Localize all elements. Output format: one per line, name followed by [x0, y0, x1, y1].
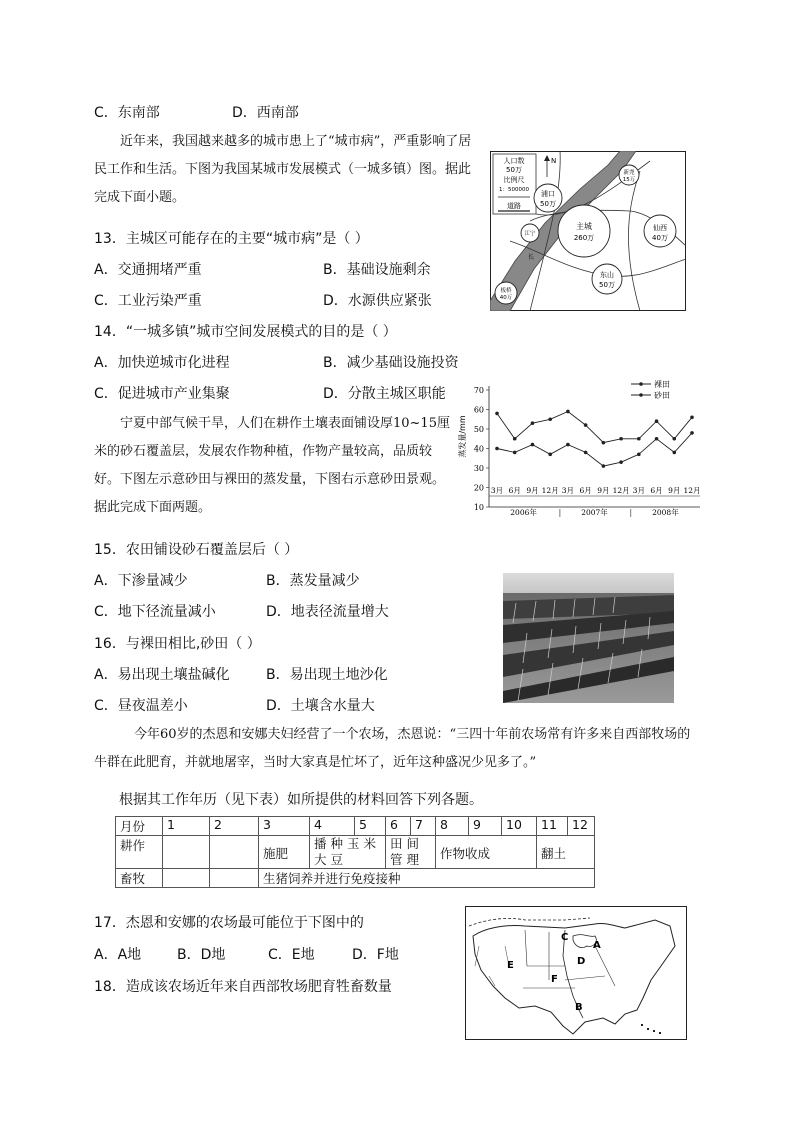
- q16-option-c: C．昼夜温差小: [94, 698, 188, 714]
- q13-option-c: C．工业污染严重: [94, 293, 202, 309]
- series-line-2: [497, 433, 692, 466]
- svg-text:浦口: 浦口: [541, 190, 555, 198]
- y-tick-label: 10: [473, 503, 484, 512]
- year-label: 2008年: [652, 508, 679, 517]
- table-row: 畜牧 生猪饲养并进行免疫接种: [116, 869, 595, 888]
- q17-option-b: B．D地: [177, 947, 226, 963]
- y-axis-label: 蒸发量/mm: [458, 415, 467, 458]
- data-point: [566, 410, 570, 414]
- map-label-d: D: [577, 956, 586, 967]
- map-label-b: B: [575, 1002, 583, 1013]
- q18-stem: 18．造成该农场近年来自西部牧场肥育牲畜数量: [94, 979, 392, 995]
- y-tick-label: 50: [473, 425, 484, 434]
- data-point: [584, 423, 588, 427]
- q13-option-a: A．交通拥堵严重: [94, 262, 202, 278]
- q15-option-a: A．下渗量减少: [94, 573, 188, 589]
- work-calendar-table: [115, 816, 595, 888]
- x-tick-label: 9月: [597, 486, 610, 495]
- data-point: [602, 441, 606, 445]
- q14-option-a: A．加快逆城市化进程: [94, 355, 230, 371]
- legend-road-label: 道路: [507, 202, 521, 210]
- legend-scale-label: 比例尺: [503, 176, 525, 184]
- x-tick-label: 9月: [668, 486, 681, 495]
- data-point: [513, 437, 517, 441]
- series-line-1: [497, 412, 692, 443]
- q14-option-c: C．促进城市产业集聚: [94, 386, 230, 402]
- q14-stem: 14．“一城多镇”城市空间发展模式的目的是（ ）: [94, 324, 397, 340]
- svg-text:江宁: 江宁: [524, 231, 536, 237]
- map-label-e: E: [507, 960, 514, 971]
- x-tick-label: 12月: [683, 486, 701, 495]
- svg-text:260万: 260万: [573, 234, 595, 242]
- svg-text:50万: 50万: [540, 200, 556, 208]
- q16-option-b: B．易出现土地沙化: [266, 667, 388, 683]
- map-label-a: A: [593, 940, 601, 951]
- y-tick-label: 70: [473, 386, 484, 395]
- y-tick-label: 20: [473, 483, 484, 493]
- svg-text:新尧: 新尧: [623, 170, 635, 176]
- x-tick-label: 12月: [612, 486, 630, 495]
- q17-option-c: C．E地: [268, 947, 315, 963]
- intro-farm: 今年60岁的杰恩和安娜夫妇经营了一个农场，杰恩说：“三四十年前农场常有许多来自西部牧场的牛群在此肥育，并就地屠宰，当时大家真是忙坏了，近年这种盛况少见多了。”: [94, 727, 691, 770]
- svg-text:东山: 东山: [600, 271, 614, 279]
- x-tick-label: 3月: [561, 486, 575, 495]
- svg-text:50万: 50万: [599, 281, 615, 289]
- data-point: [637, 453, 641, 457]
- x-tick-label: 3月: [490, 486, 504, 495]
- table-row: 耕作 施肥 播种玉米大豆 田间管理 作物收成 翻土: [116, 836, 595, 869]
- q16-option-d: D．土壤含水量大: [266, 698, 375, 714]
- data-point: [495, 412, 499, 416]
- x-tick-label: 6月: [579, 486, 592, 495]
- data-point: [655, 437, 659, 441]
- prev-option-d: D．西南部: [232, 105, 299, 121]
- city-development-map: [490, 151, 686, 311]
- q13-option-b: B．基础设施剩余: [323, 262, 431, 278]
- q15-option-c: C．地下径流量减小: [94, 604, 216, 620]
- q15-option-d: D．地表径流量增大: [266, 604, 389, 620]
- data-point: [637, 437, 641, 441]
- q17-stem: 17．杰恩和安娜的农场最可能位于下图中的: [94, 915, 364, 931]
- q17-option-a: A．A地: [94, 947, 142, 963]
- sand-field-photo: [503, 573, 674, 703]
- legend-label: 砂田: [654, 391, 670, 400]
- intro-ningxia: 宁夏中部气候干旱，人们在耕作土壤表面铺设厚10~15厘米的砂石覆盖层，发展农作物种植，作物产量较高，品质较好。下图左示意砂田与裸田的蒸发量，下图右示意砂田景观。据此完成下面两题。: [94, 416, 450, 515]
- x-tick-label: 12月: [541, 486, 559, 495]
- legend-pop-value: 50万: [506, 166, 522, 174]
- town-main-city: [558, 205, 610, 257]
- y-tick-label: 40: [473, 444, 484, 454]
- y-tick-label: 60: [473, 405, 484, 415]
- data-point: [531, 443, 535, 447]
- q14-option-d: D．分散主城区职能: [323, 386, 446, 402]
- x-tick-label: 6月: [508, 486, 521, 495]
- calendar-intro: 根据其工作年历（见下表）如所提供的材料回答下列各题。: [119, 792, 483, 808]
- data-point: [495, 447, 499, 451]
- data-point: [672, 437, 676, 441]
- legend-scale-value: 1：500000: [499, 187, 529, 193]
- data-point: [548, 453, 552, 457]
- us-map: [465, 906, 687, 1040]
- evaporation-chart: [455, 376, 705, 526]
- data-point: [513, 451, 517, 455]
- data-point: [690, 431, 694, 435]
- q14-option-b: B．减少基础设施投资: [323, 355, 459, 371]
- map-label-f: F: [551, 974, 558, 985]
- intro-city: 近年来，我国越来越多的城市患上了“城市病”，严重影响了居民工作和生活。下图为我国某城市发展模式（一城多镇）图。据此完成下面小题。: [94, 134, 472, 205]
- x-tick-label: 3月: [632, 486, 645, 495]
- x-tick-label: 9月: [526, 486, 539, 495]
- data-point: [672, 451, 676, 455]
- map-label-c: C: [561, 932, 569, 943]
- data-point: [655, 419, 659, 423]
- table-row: 月份 1 2 3 4 5 6 7 8 9 10 11 12: [116, 817, 595, 836]
- data-point: [619, 437, 623, 441]
- data-point: [566, 443, 570, 447]
- svg-text:40万: 40万: [499, 295, 513, 301]
- svg-text:板桥: 板桥: [500, 288, 512, 294]
- q15-stem: 15．农田铺设砂石覆盖层后（ ）: [94, 542, 299, 558]
- data-point: [548, 417, 552, 421]
- north-label: N: [551, 157, 557, 165]
- q13-stem: 13．主城区可能存在的主要“城市病”是（ ）: [94, 231, 369, 247]
- prev-option-c: C．东南部: [94, 105, 160, 121]
- data-point: [690, 416, 694, 420]
- legend-label: 裸田: [654, 380, 670, 389]
- svg-text:40万: 40万: [652, 234, 668, 242]
- town-dongshan: [592, 264, 622, 294]
- q13-option-d: D．水源供应紧张: [323, 293, 432, 309]
- q15-option-b: B．蒸发量减少: [266, 573, 360, 589]
- q17-option-d: D．F地: [352, 947, 399, 963]
- year-label: 2007年: [581, 508, 608, 517]
- svg-text:主城: 主城: [576, 222, 592, 231]
- data-point: [602, 464, 606, 468]
- data-point: [619, 460, 623, 464]
- x-tick-label: 6月: [650, 486, 663, 495]
- data-point: [584, 451, 588, 455]
- q16-option-a: A．易出现土壤盐碱化: [94, 667, 230, 683]
- svg-text:仙西: 仙西: [653, 224, 667, 232]
- data-point: [531, 421, 535, 425]
- y-tick-label: 30: [473, 464, 484, 473]
- svg-text:15万: 15万: [622, 177, 636, 183]
- river-label: 长: [528, 254, 535, 261]
- year-label: 2006年: [510, 508, 537, 517]
- q16-stem: 16．与裸田相比,砂田（ ）: [94, 636, 261, 652]
- legend-pop-label: 人口数: [503, 157, 525, 165]
